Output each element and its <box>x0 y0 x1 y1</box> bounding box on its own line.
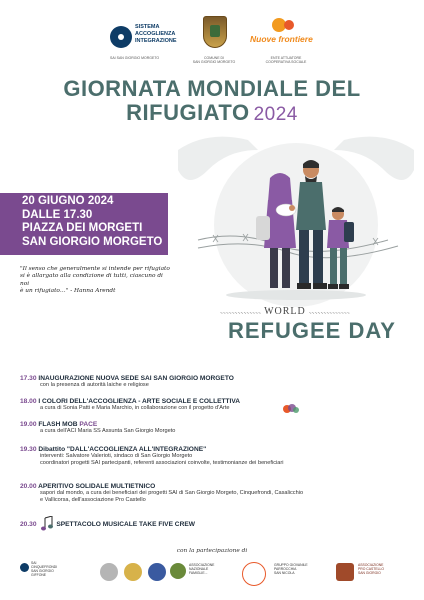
program-time: 17.30 <box>20 375 37 382</box>
program-desc: sapori dal mondo, a cura dei beneficiari dei progetti SAI di San Giorgio Morgeto, Cinquefrondi, Casalicchio e Vallicorsa, dell'associazione Pro Castello <box>40 490 304 504</box>
partner-logo <box>146 561 166 591</box>
sai-logo-text: SISTEMA ACCOGLIENZA INTEGRAZIONE <box>135 24 177 44</box>
darte-logo-icon <box>281 402 301 416</box>
world-text: WORLD <box>264 306 306 317</box>
comune-logo-subtitle: COMUNE DI SAN GIORGIO MORGETO <box>192 56 236 64</box>
event-town: SAN GIORGIO MORGETO <box>22 235 163 248</box>
page-title-year: 2024 <box>253 104 298 125</box>
world-label: ∿∿∿∿∿∿∿∿∿∿∿∿∿∿ WORLD ∿∿∿∿∿∿∿∿∿∿∿∿∿∿ <box>220 306 350 317</box>
program-item <box>20 521 420 528</box>
program-item <box>20 483 420 504</box>
program-item <box>20 446 420 467</box>
partner-logo: ASSOCIAZIONE NAZIONALE FAMIGLIE... <box>170 561 230 591</box>
program-desc: interventi: Salvatore Valerioti, sindaco di San Giorgio Morgeto coordinatori progetti SAI partecipanti, referenti associazioni coinvolte, testimonianze dei beneficiari <box>40 453 284 467</box>
quote-hanna-arendt: "Il senso che generalmente si intende per rifugiato si è allargato alla condizione di tutti, ciascuno di noi è un rifugiato…" - Hanna Arendt <box>20 266 170 295</box>
program-title: I COLORI DELL'ACCOGLIENZA - ARTE SOCIALE E COLLETTIVA <box>38 398 241 405</box>
program-item <box>20 375 420 389</box>
sai-logo <box>110 22 180 62</box>
nuove-frontiere-logo <box>250 18 320 66</box>
program-desc: a cura di Sonia Patti e Maria Marchio, in collaborazione con il progetto d'Arte <box>40 405 230 411</box>
partner-logo <box>240 561 264 591</box>
program-time: 20.30 <box>20 521 37 528</box>
collaboration-label: con la partecipazione di <box>176 548 248 554</box>
program-desc: a cura dell'ACI Maria SS Assunta San Giorgio Morgeto <box>40 428 176 434</box>
program-time: 20.00 <box>20 483 37 490</box>
event-date-box <box>0 193 168 255</box>
partner-logo <box>98 561 118 591</box>
program-time: 19.30 <box>20 446 37 453</box>
nuove-frontiere-subtitle: ENTE ATTUATORE COOPERATIVA SOCIALE <box>265 56 307 64</box>
program-title: APERITIVO SOLIDALE MULTIETNICO <box>38 483 156 490</box>
comune-logo <box>192 16 236 68</box>
refugee-day-title: REFUGEE DAY <box>228 318 396 343</box>
event-place: PIAZZA DEI MORGETI <box>22 222 143 234</box>
program-title: FLASH MOB <box>38 421 78 428</box>
partner-logo: ASSOCIAZIONE PRO CASTELLO SAN GIORGIO <box>358 563 385 575</box>
program-title: Dibattito "DALL'ACCOGLIENZA ALL'INTEGRAZIONE" <box>38 446 207 453</box>
program-title: INAUGURAZIONE NUOVA SEDE SAI SAN GIORGIO MORGETO <box>38 375 234 382</box>
wavy-line-icon: ∿∿∿∿∿∿∿∿∿∿∿∿∿∿ <box>220 311 262 315</box>
partner-logo: GRUPPO GIOVANILE PARROCCHIA SAN NICOLA <box>274 563 308 575</box>
program-time: 19.00 <box>20 421 37 428</box>
program-item <box>20 398 420 412</box>
program-time: 18.00 <box>20 398 37 405</box>
coat-of-arms-icon <box>203 16 227 48</box>
partner-logo: SAI CINQUEFRONDI SAN GIORGIO GIFFONE <box>20 561 62 591</box>
program-desc: con la presenza di autorità laiche e religiose <box>40 382 149 388</box>
nuove-frontiere-name: Nuove frontiere <box>250 34 313 44</box>
program-title: SPETTACOLO MUSICALE TAKE FIVE CREW <box>56 521 195 528</box>
partner-logo <box>336 561 356 591</box>
sai-logo-icon <box>110 26 132 48</box>
music-note-icon <box>40 516 54 532</box>
program-accent: PACE <box>79 421 98 428</box>
event-time: DALLE 17.30 <box>22 208 93 221</box>
partner-logo <box>122 561 142 591</box>
page-title-line1: GIORNATA MONDIALE DEL <box>63 76 361 101</box>
page-title-line2 <box>0 100 424 126</box>
refugee-family-illustration <box>168 130 424 330</box>
page-title-rifugiato: RIFUGIATO <box>126 100 250 125</box>
event-date: 20 GIUGNO 2024 <box>22 195 114 207</box>
program-item <box>20 421 420 435</box>
sai-logo-subtitle: SAI SAN GIORGIO MORGETO <box>110 56 160 60</box>
